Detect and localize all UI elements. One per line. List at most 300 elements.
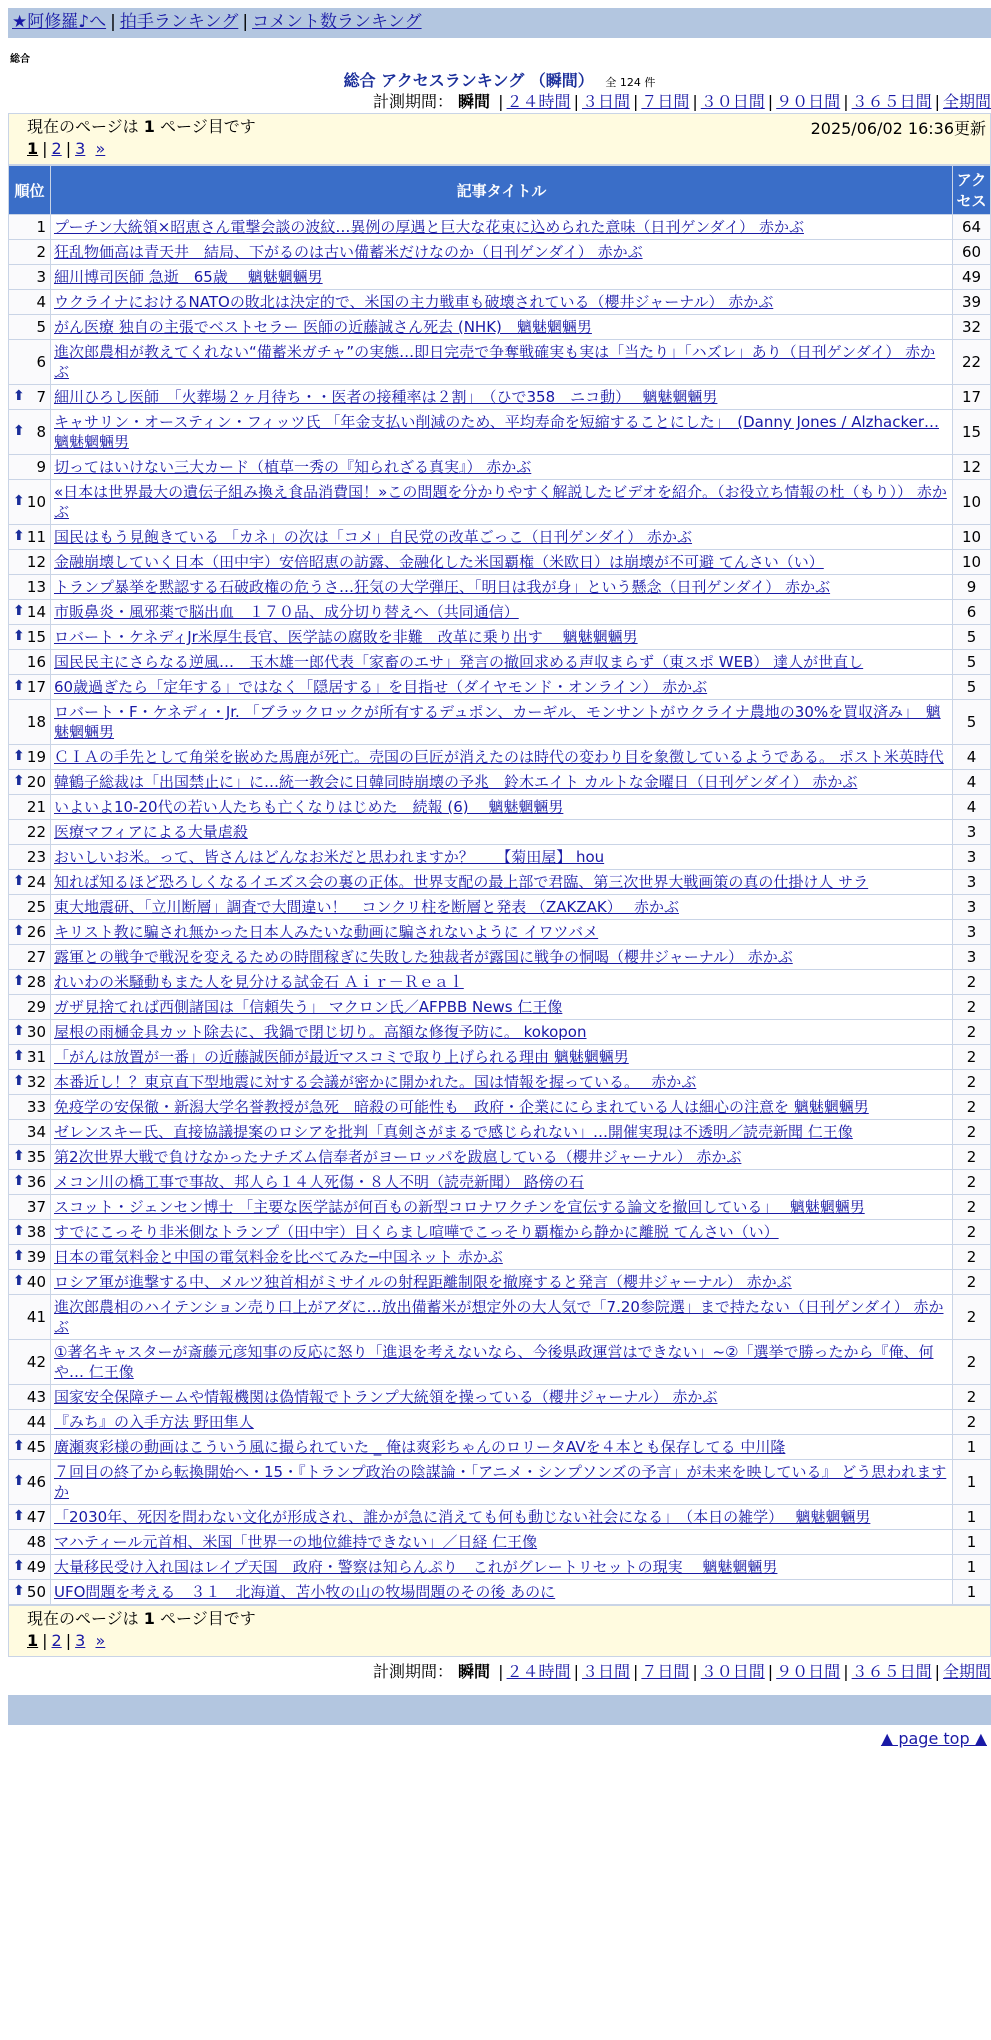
rank-number: 31 <box>26 1048 46 1066</box>
period-link[interactable]: 全期間 <box>942 92 991 111</box>
table-row <box>9 795 991 820</box>
article-link[interactable]: 細川ひろし医師 「火葬場２ヶ月待ち・・医者の接種率は２割」 （ひで358 ニコ動） 魑魅魍魎男 <box>54 388 718 406</box>
rank-cell <box>9 455 51 480</box>
article-link[interactable]: 第2次世界大戦で負けなかったナチズム信奉者がヨーロッパを跋扈している（櫻井ジャーナル） 赤かぶ <box>54 1148 742 1166</box>
rank-cell <box>9 1145 51 1170</box>
period-link[interactable]: 全期間 <box>942 1662 991 1681</box>
title-cell <box>51 870 953 895</box>
access-count: 2 <box>953 1120 991 1145</box>
period-link[interactable]: ７日間 <box>641 92 690 111</box>
page-link-current: 1 <box>27 139 39 158</box>
nav-link-asyura[interactable]: ★阿修羅♪へ <box>12 12 107 32</box>
access-count: 10 <box>953 480 991 525</box>
period-link[interactable]: ３０日間 <box>700 1662 765 1681</box>
period-separator: | <box>843 1662 849 1681</box>
access-count: 12 <box>953 455 991 480</box>
access-count: 2 <box>953 1070 991 1095</box>
pager-info <box>27 1608 982 1630</box>
table-row <box>9 1555 991 1580</box>
table-row <box>9 1505 991 1530</box>
table-row <box>9 1245 991 1270</box>
table-row <box>9 650 991 675</box>
rank-number: 50 <box>26 1583 46 1601</box>
rank-number: 6 <box>36 353 46 371</box>
article-link[interactable]: いよいよ10-20代の若い人たちも亡くなりはじめた 続報 (6) 魑魅魍魎男 <box>54 798 564 816</box>
article-link[interactable]: 国民民主にさらなる逆風… 玉木雄一郎代表「家畜のエサ」発言の撤回求める声収まらず（東スポ WEB） 達人が世直し <box>54 653 864 671</box>
rank-cell <box>9 410 51 455</box>
page-link-current: 1 <box>27 1631 39 1650</box>
article-link[interactable]: 60歳過ぎたら「定年する」ではなく「隠居する」を目指せ（ダイヤモンド・オンライン） 赤かぶ <box>54 678 708 696</box>
rank-number: 44 <box>26 1413 46 1431</box>
nav-link-comment-ranking[interactable]: コメント数ランキング <box>252 12 422 32</box>
period-selector <box>8 91 991 113</box>
article-link[interactable]: ロシア軍が進撃する中、メルツ独首相がミサイルの射程距離制限を撤廃すると発言（櫻井ジャーナル） 赤かぶ <box>54 1273 792 1291</box>
article-link[interactable]: ７回目の終了から転換開始へ・15・『トランプ政治の陰謀論・「アニメ・シンプソンズの予言」が未来を映している』 どう思われますか <box>54 1463 947 1501</box>
article-link[interactable]: 東大地震研、「立川断層」調査で大間違い！ コンクリ柱を断層と発表 （ZAKZAK） 赤かぶ <box>54 898 679 916</box>
access-count: 2 <box>953 1145 991 1170</box>
period-separator: | <box>934 1662 940 1681</box>
access-count: 1 <box>953 1460 991 1505</box>
article-link[interactable]: 市販鼻炎・風邪薬で脳出血 １７０品、成分切り替えへ（共同通信） <box>54 603 519 621</box>
rank-cell <box>9 650 51 675</box>
title-cell <box>51 895 953 920</box>
article-link[interactable]: 「がんは放置が一番」の近藤誠医師が最近マスコミで取り上げられる理由 魑魅魍魎男 <box>54 1048 629 1066</box>
period-link[interactable]: ３６５日間 <box>851 92 932 111</box>
access-count: 3 <box>953 870 991 895</box>
article-link[interactable]: 国家安全保障チームや情報機関は偽情報でトランプ大統領を操っている（櫻井ジャーナル） 赤かぶ <box>54 1388 718 1406</box>
table-row <box>9 1020 991 1045</box>
table-row <box>9 1095 991 1120</box>
header-rank: 順位 <box>9 166 51 215</box>
rank-cell <box>9 745 51 770</box>
pager-text-after: ページ目です <box>160 117 256 136</box>
article-link[interactable]: «日本は世界最大の遺伝子組み換え食品消費国！»この問題を分かりやすく解説したビデオを紹介。（お役立ち情報の杜（もり）） 赤かぶ <box>54 483 947 521</box>
period-link[interactable]: ３日間 <box>581 1662 630 1681</box>
rank-number: 47 <box>26 1508 46 1526</box>
title-cell <box>51 550 953 575</box>
page-links <box>27 138 982 160</box>
rank-cell <box>9 1460 51 1505</box>
table-row <box>9 1580 991 1605</box>
article-link[interactable]: 廣瀬爽彩様の動画はこういう風に撮られていた _ 俺は爽彩ちゃんのロリータAVを４本とも保存してる 中川隆 <box>54 1438 786 1456</box>
rank-number: 18 <box>26 713 46 731</box>
page-top-link[interactable]: ▲ page top ▲ <box>880 1729 987 1748</box>
table-row <box>9 995 991 1020</box>
title-cell <box>51 1020 953 1045</box>
period-link[interactable]: ２４時間 <box>506 1662 571 1681</box>
pager-text-after: ページ目です <box>160 1609 256 1628</box>
period-link[interactable]: ９０日間 <box>776 92 841 111</box>
access-count: 60 <box>953 240 991 265</box>
table-row <box>9 820 991 845</box>
period-link[interactable]: ２４時間 <box>506 92 571 111</box>
title-cell <box>51 1460 953 1505</box>
rank-cell <box>9 870 51 895</box>
table-row <box>9 600 991 625</box>
access-count: 4 <box>953 795 991 820</box>
access-count: 1 <box>953 1435 991 1460</box>
rank-up-arrow-icon: ⬆ <box>13 1023 25 1039</box>
title-cell <box>51 525 953 550</box>
article-link[interactable]: ロバート・F・ケネディ・Jr. 「ブラックロックが所有するデュポン、カーギル、モンサントがウクライナ農地の30%を買収済み」 魑魅魍魎男 <box>54 703 941 741</box>
rank-up-arrow-icon: ⬆ <box>13 973 25 989</box>
rank-cell <box>9 675 51 700</box>
rank-up-arrow-icon: ⬆ <box>13 1558 25 1574</box>
title-cell <box>51 1435 953 1460</box>
page-separator: | <box>65 139 72 158</box>
period-link[interactable]: ３日間 <box>581 92 630 111</box>
period-separator: | <box>573 92 579 111</box>
article-link[interactable]: ガザ見捨てれば西側諸国は「信頼失う」 マクロン氏／AFPBB News 仁王像 <box>54 998 563 1016</box>
title-cell <box>51 1195 953 1220</box>
page-link-3[interactable]: 3 <box>75 139 86 158</box>
access-count: 5 <box>953 675 991 700</box>
title-cell <box>51 1245 953 1270</box>
period-separator: | <box>632 1662 639 1681</box>
title-cell <box>51 920 953 945</box>
access-count: 3 <box>953 845 991 870</box>
category-label: 総合 <box>10 54 30 65</box>
title-cell <box>51 650 953 675</box>
table-row <box>9 895 991 920</box>
access-count: 3 <box>953 895 991 920</box>
article-link[interactable]: キャサリン・オースティン・フィッツ氏 「年金支払い削減のため、平均寿命を短縮することにした」 (Danny Jones / Alzhacker… 魑魅魍魎男 <box>54 413 940 451</box>
title-cell <box>51 315 953 340</box>
period-separator: | <box>632 92 639 111</box>
rank-up-arrow-icon: ⬆ <box>13 1473 25 1489</box>
table-row <box>9 1070 991 1095</box>
rank-number: 1 <box>36 218 46 236</box>
title-cell <box>51 240 953 265</box>
rank-up-arrow-icon: ⬆ <box>13 678 25 694</box>
page-next-link[interactable]: » <box>95 1631 106 1650</box>
article-link[interactable]: メコン川の橋工事で事故、邦人ら１４人死傷・８人不明（読売新聞） 路傍の石 <box>54 1173 584 1191</box>
access-count: 2 <box>953 1170 991 1195</box>
rank-up-arrow-icon: ⬆ <box>13 628 25 644</box>
rank-cell <box>9 945 51 970</box>
table-row <box>9 550 991 575</box>
access-count: 3 <box>953 945 991 970</box>
page-next-link[interactable]: » <box>95 139 106 158</box>
rank-cell <box>9 1020 51 1045</box>
title-cell <box>51 1170 953 1195</box>
article-link[interactable]: プーチン大統領×昭恵さん電撃会談の波紋…異例の厚遇と巨大な花束に込められた意味（日刊ゲンダイ） 赤かぶ <box>54 218 804 236</box>
table-row <box>9 575 991 600</box>
article-link[interactable]: 日本の電気料金と中国の電気料金を比べてみた─中国ネット 赤かぶ <box>54 1248 503 1266</box>
period-link[interactable]: ３６５日間 <box>851 1662 932 1681</box>
rank-number: 5 <box>36 318 46 336</box>
pager-text-before: 現在のページは <box>27 1609 139 1628</box>
top-nav <box>8 8 991 38</box>
article-link[interactable]: スコット・ジェンセン博士 「主要な医学誌が何百もの新型コロナワクチンを宣伝する論文を撤回している」 魑魅魍魎男 <box>54 1198 865 1216</box>
table-header-row <box>9 166 991 215</box>
table-row <box>9 455 991 480</box>
rank-cell <box>9 480 51 525</box>
rank-up-arrow-icon: ⬆ <box>13 423 25 439</box>
rank-number: 15 <box>26 628 46 646</box>
rank-number: 35 <box>26 1148 46 1166</box>
title-cell <box>51 290 953 315</box>
article-link[interactable]: 大量移民受け入れ国はレイプ天国 政府・警察は知らんぷり これがグレートリセットの現実 魑魅魍魎男 <box>54 1558 778 1576</box>
rank-cell <box>9 315 51 340</box>
rank-cell <box>9 1120 51 1145</box>
title-cell <box>51 575 953 600</box>
article-link[interactable]: マハティール元首相、米国「世界一の地位維持できない」／日経 仁王像 <box>54 1533 538 1551</box>
rank-number: 3 <box>36 268 46 286</box>
article-link[interactable]: 狂乱物価高は青天井 結局、下がるのは古い備蓄米だけなのか（日刊ゲンダイ） 赤かぶ <box>54 243 643 261</box>
table-row <box>9 770 991 795</box>
rank-number: 22 <box>26 823 46 841</box>
rank-cell <box>9 265 51 290</box>
table-row <box>9 1270 991 1295</box>
rank-up-arrow-icon: ⬆ <box>13 1583 25 1599</box>
article-link[interactable]: 進次郎農相のハイテンション売り口上がアダに…放出備蓄米が想定外の大人気で「7.20参院選」まで持たない（日刊ゲンダイ） 赤かぶ <box>54 1298 944 1336</box>
title-cell <box>51 265 953 290</box>
rank-number: 12 <box>26 553 46 571</box>
rank-cell <box>9 895 51 920</box>
rank-up-arrow-icon: ⬆ <box>13 1223 25 1239</box>
title-cell <box>51 1145 953 1170</box>
access-count: 5 <box>953 625 991 650</box>
pager-bottom <box>8 1605 991 1657</box>
table-row <box>9 265 991 290</box>
article-link[interactable]: ①著名キャスターが斎藤元彦知事の反応に怒り「進退を考えないなら、今後県政運営はできない」~②「選挙で勝ったから『俺、何や… 仁王像 <box>54 1343 934 1381</box>
article-link[interactable]: 『みち』の入手方法 野田隼人 <box>54 1413 254 1431</box>
rank-cell <box>9 795 51 820</box>
rank-number: 41 <box>26 1308 46 1326</box>
table-row <box>9 1295 991 1340</box>
table-row <box>9 240 991 265</box>
access-count: 6 <box>953 600 991 625</box>
rank-cell <box>9 1195 51 1220</box>
table-row <box>9 340 991 385</box>
access-count: 2 <box>953 970 991 995</box>
rank-cell <box>9 1070 51 1095</box>
access-count: 15 <box>953 410 991 455</box>
title-cell <box>51 625 953 650</box>
table-row <box>9 1120 991 1145</box>
access-count: 22 <box>953 340 991 385</box>
table-row <box>9 970 991 995</box>
pager-page-number: 1 <box>143 117 155 136</box>
article-link[interactable]: 進次郎農相が教えてくれない“備蓄米ガチャ”の実態…即日完売で争奪戦確実も実は「当たり」「ハズレ」あり（日刊ゲンダイ） 赤かぶ <box>54 343 936 381</box>
title-cell <box>51 215 953 240</box>
nav-separator: | <box>110 12 116 32</box>
access-count: 3 <box>953 920 991 945</box>
title-cell <box>51 1505 953 1530</box>
table-row <box>9 1195 991 1220</box>
access-count: 10 <box>953 550 991 575</box>
access-count: 2 <box>953 1220 991 1245</box>
pager-page-number: 1 <box>143 1609 155 1628</box>
period-link[interactable]: ７日間 <box>641 1662 690 1681</box>
table-row <box>9 625 991 650</box>
title-cell <box>51 945 953 970</box>
title-cell <box>51 995 953 1020</box>
access-count: 3 <box>953 820 991 845</box>
rank-number: 7 <box>36 388 46 406</box>
rank-cell <box>9 1580 51 1605</box>
table-body <box>9 215 991 1605</box>
rank-cell <box>9 1505 51 1530</box>
access-count: 1 <box>953 1505 991 1530</box>
article-link[interactable]: ＣＩＡの手先として角栄を嵌めた馬鹿が死亡。売国の巨匠が消えたのは時代の変わり目を象徴しているようである。 ポスト米英時代 <box>54 748 944 766</box>
rank-up-arrow-icon: ⬆ <box>13 1048 25 1064</box>
title-cell <box>51 1270 953 1295</box>
page-link-2[interactable]: 2 <box>51 139 62 158</box>
access-count: 2 <box>953 1340 991 1385</box>
access-count: 17 <box>953 385 991 410</box>
rank-cell <box>9 290 51 315</box>
rank-number: 49 <box>26 1558 46 1576</box>
period-current: 瞬間 <box>458 1662 491 1681</box>
rank-cell <box>9 1340 51 1385</box>
article-link[interactable]: 本番近し！？東京直下型地震に対する会議が密かに開かれた。国は情報を握っている。 赤かぶ <box>54 1073 697 1091</box>
total-count: 全 124 件 <box>605 76 656 89</box>
table-row <box>9 675 991 700</box>
article-link[interactable]: 免疫学の安保徹・新潟大学名誉教授が急死 暗殺の可能性も 政府・企業ににらまれている人は細心の注意を 魑魅魍魎男 <box>54 1098 869 1116</box>
table-row <box>9 700 991 745</box>
article-link[interactable]: がん医療 独自の主張でベストセラー 医師の近藤誠さん死去 (NHK) 魑魅魍魎男 <box>54 318 592 336</box>
period-current: 瞬間 <box>458 92 491 111</box>
table-row <box>9 215 991 240</box>
table-row <box>9 525 991 550</box>
period-separator: | <box>498 92 504 111</box>
rank-up-arrow-icon: ⬆ <box>13 388 25 404</box>
table-row <box>9 290 991 315</box>
rank-cell <box>9 970 51 995</box>
table-row <box>9 1385 991 1410</box>
table-row <box>9 920 991 945</box>
title-cell <box>51 340 953 385</box>
rank-number: 28 <box>26 973 46 991</box>
rank-number: 32 <box>26 1073 46 1091</box>
nav-link-clap-ranking[interactable]: 拍手ランキング <box>119 12 239 32</box>
article-link[interactable]: トランプ暴挙を黙認する石破政権の危うさ…狂気の大学弾圧、「明日は我が身」という懸念（日刊ゲンダイ） 赤かぶ <box>54 578 831 596</box>
page-link-3[interactable]: 3 <box>75 1631 86 1650</box>
period-link[interactable]: ９０日間 <box>776 1662 841 1681</box>
article-link[interactable]: すでにこっそり非米側なトランプ（田中宇）目くらまし喧嘩でこっそり覇権から静かに離脱 てんさい（い） <box>54 1223 779 1241</box>
table-row <box>9 1435 991 1460</box>
rank-cell <box>9 700 51 745</box>
rank-up-arrow-icon: ⬆ <box>13 1438 25 1454</box>
rank-number: 8 <box>36 423 46 441</box>
access-count: 5 <box>953 650 991 675</box>
article-link[interactable]: 医療マフィアによる大量虐殺 <box>54 823 248 841</box>
header-count: アクセス <box>953 166 991 215</box>
article-link[interactable]: 「2030年、死因を問わない文化が形成され、誰かが急に消えても何も動じない社会になる」 （本日の雑学） 魑魅魍魎男 <box>54 1508 871 1526</box>
rank-number: 45 <box>26 1438 46 1456</box>
article-link[interactable]: ロバート・ケネディJr米厚生長官、医学誌の腐敗を非難 改革に乗り出す 魑魅魍魎男 <box>54 628 638 646</box>
article-link[interactable]: 金融崩壊していく日本（田中宇）安倍昭恵の訪露、金融化した米国覇権（米欧日）は崩壊が不可避 てんさい（い） <box>54 553 824 571</box>
rank-up-arrow-icon: ⬆ <box>13 1273 25 1289</box>
article-link[interactable]: 細川博司医師 急逝 65歳 魑魅魍魎男 <box>54 268 323 286</box>
access-count: 2 <box>953 1195 991 1220</box>
table-row <box>9 1460 991 1505</box>
article-link[interactable]: れいわの米騒動もまた人を見分ける試金石 Ａｉｒ－Ｒｅａｌ <box>54 973 464 991</box>
table-row <box>9 870 991 895</box>
rank-cell <box>9 845 51 870</box>
rank-cell <box>9 920 51 945</box>
rank-number: 48 <box>26 1533 46 1551</box>
ranking-title <box>8 68 991 88</box>
access-count: 2 <box>953 1045 991 1070</box>
rank-cell <box>9 995 51 1020</box>
rank-number: 20 <box>26 773 46 791</box>
rank-number: 16 <box>26 653 46 671</box>
rank-number: 38 <box>26 1223 46 1241</box>
rank-cell <box>9 1270 51 1295</box>
rank-cell <box>9 1245 51 1270</box>
access-count: 2 <box>953 1270 991 1295</box>
article-link[interactable]: 切ってはいけない三大カード（植草一秀の『知られざる真実』） 赤かぶ <box>54 458 532 476</box>
rank-number: 14 <box>26 603 46 621</box>
table-row <box>9 480 991 525</box>
period-separator: | <box>498 1662 504 1681</box>
title-cell <box>51 970 953 995</box>
article-link[interactable]: おいしいお米。って、皆さんはどんなお米だと思われますか？ 【菊田屋】 hou <box>54 848 605 866</box>
rank-number: 30 <box>26 1023 46 1041</box>
ranking-title-text: 総合 アクセスランキング （瞬間） <box>343 71 594 90</box>
access-count: 49 <box>953 265 991 290</box>
period-label: 計測期間： <box>372 92 453 111</box>
rank-number: 13 <box>26 578 46 596</box>
rank-number: 9 <box>36 458 46 476</box>
rank-up-arrow-icon: ⬆ <box>13 493 25 509</box>
article-link[interactable]: UFO問題を考える ３１ 北海道、苫小牧の山の牧場問題のその後 あのに <box>54 1583 556 1601</box>
rank-cell <box>9 385 51 410</box>
rank-number: 37 <box>26 1198 46 1216</box>
article-link[interactable]: 露軍との戦争で戦況を変えるための時間稼ぎに失敗した独裁者が露国に戦争の恫喝（櫻井ジャーナル） 赤かぶ <box>54 948 793 966</box>
title-cell <box>51 1120 953 1145</box>
article-link[interactable]: 韓鶴子総裁は「出国禁止に」に…統一教会に日韓同時崩壊の予兆 鈴木エイト カルトな金曜日（日刊ゲンダイ） 赤かぶ <box>54 773 858 791</box>
title-cell <box>51 1555 953 1580</box>
rank-up-arrow-icon: ⬆ <box>13 1508 25 1524</box>
title-cell <box>51 1220 953 1245</box>
title-cell <box>51 455 953 480</box>
access-count: 2 <box>953 1095 991 1120</box>
rank-number: 25 <box>26 898 46 916</box>
rank-up-arrow-icon: ⬆ <box>13 1148 25 1164</box>
article-link[interactable]: ゼレンスキー氏、直接協議提案のロシアを批判「真剣さがまるで感じられない」…開催実現は不透明／読売新聞 仁王像 <box>54 1123 853 1141</box>
article-link[interactable]: 国民はもう見飽きている 「カネ」の次は「コメ」自民党の改革ごっこ（日刊ゲンダイ） 赤かぶ <box>54 528 693 546</box>
article-link[interactable]: キリスト教に騙され無かった日本人みたいな動画に騙されないように イワツバメ <box>54 923 599 941</box>
page-separator: | <box>42 139 48 158</box>
rank-up-arrow-icon: ⬆ <box>13 923 25 939</box>
rank-up-arrow-icon: ⬆ <box>13 873 25 889</box>
table-row <box>9 315 991 340</box>
rank-cell <box>9 600 51 625</box>
article-link[interactable]: ウクライナにおけるNATOの敗北は決定的で、米国の主力戦車も破壊されている（櫻井ジャーナル） 赤かぶ <box>54 293 774 311</box>
article-link[interactable]: 知れば知るほど恐ろしくなるイエズス会の裏の正体。世界支配の最上部で君臨、第三次世界大戦画策の真の仕掛け人 サラ <box>54 873 869 891</box>
rank-number: 39 <box>26 1248 46 1266</box>
rank-number: 21 <box>26 798 46 816</box>
rank-up-arrow-icon: ⬆ <box>13 1073 25 1089</box>
title-cell <box>51 1045 953 1070</box>
article-link[interactable]: 屋根の雨樋金具カット除去に、我鍋で閉じ切り。高額な修復予防に。 kokopon <box>54 1023 587 1041</box>
title-cell <box>51 700 953 745</box>
rank-number: 40 <box>26 1273 46 1291</box>
period-separator: | <box>843 92 849 111</box>
rank-cell <box>9 240 51 265</box>
rank-number: 17 <box>26 678 46 696</box>
table-row <box>9 745 991 770</box>
access-count: 9 <box>953 575 991 600</box>
table-row <box>9 845 991 870</box>
title-cell <box>51 1530 953 1555</box>
period-link[interactable]: ３０日間 <box>700 92 765 111</box>
page-link-2[interactable]: 2 <box>51 1631 62 1650</box>
